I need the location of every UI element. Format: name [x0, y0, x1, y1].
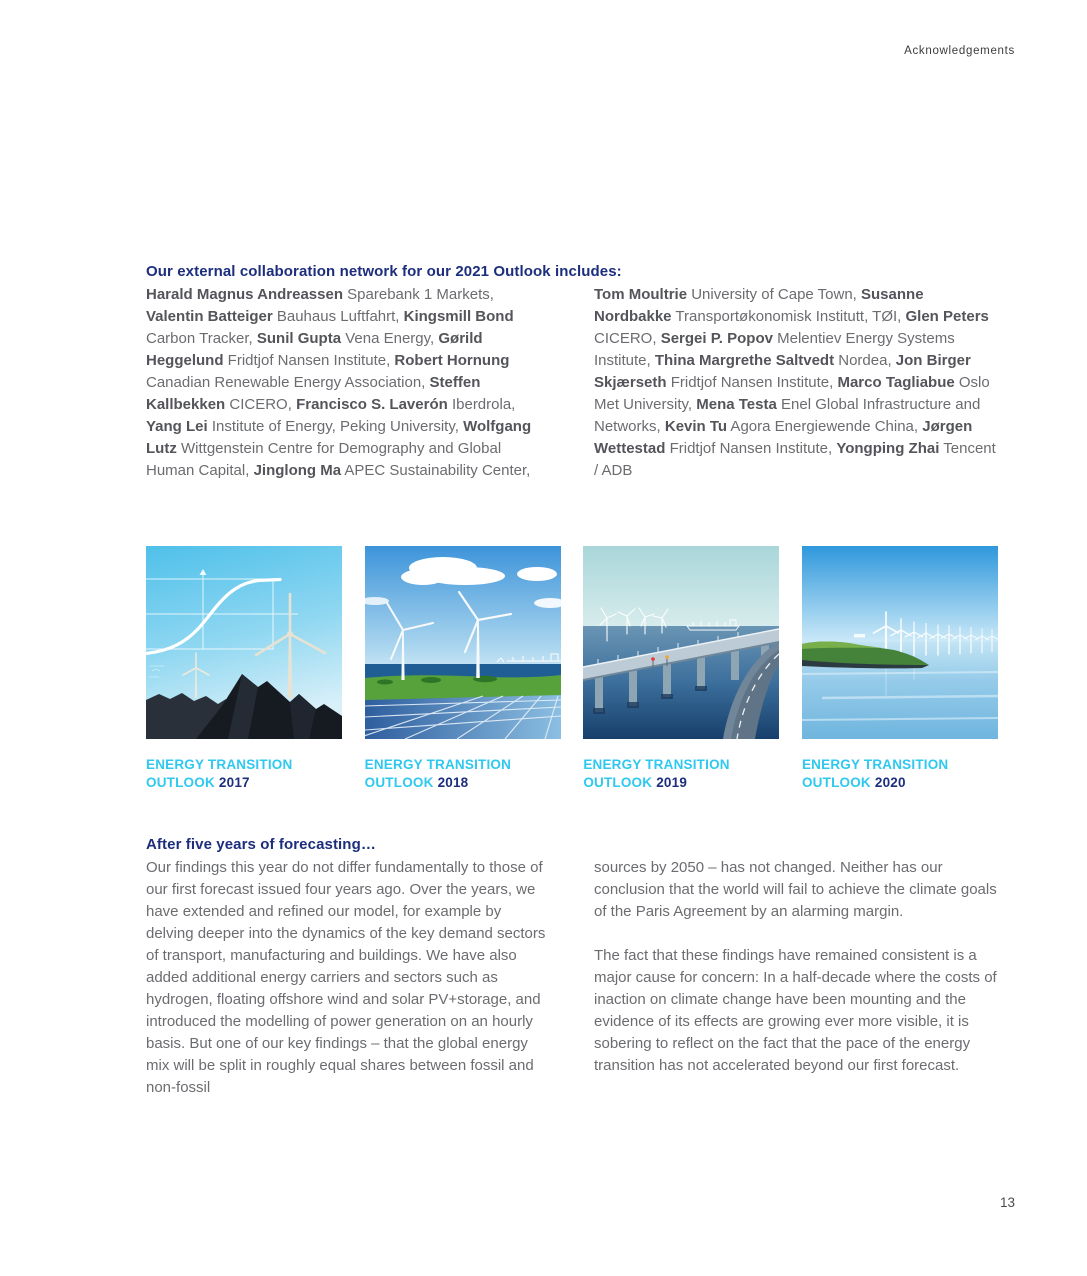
cover-2019 — [583, 546, 779, 792]
forecast-heading: After five years of forecasting… — [146, 836, 376, 853]
cover-year: 2019 — [656, 775, 688, 790]
cover-2019-image — [583, 546, 779, 739]
collaboration-heading: Our external collaboration network for our 2021 Outlook includes: — [146, 263, 622, 280]
collaboration-column-right: Tom Moultrie University of Cape Town, Susanne Nordbakke Transportøkonomisk Institutt, TØI, Glen Peters CICERO, Sergei P. Popov Melentiev Energy Systems Institute, Thina Margrethe Saltvedt Nordea, Jon Birger Skjærseth Fridtjof Nansen Institute, Marco Tagliabue Oslo Met University, Mena Testa Enel Global Infrastructure and Networks, Kevin Tu Agora Energiewende China, Jørgen Wettestad Fridtjof Nansen Institute, Yongping Zhai Tencent / ADB — [594, 286, 996, 479]
cover-2017 — [146, 546, 342, 792]
cover-caption — [583, 756, 779, 792]
cover-caption — [146, 756, 342, 792]
cover-year: 2020 — [874, 775, 906, 790]
cover-title-line2: OUTLOOK 2019 — [583, 775, 688, 790]
cover-title-line2: OUTLOOK 2018 — [364, 775, 469, 790]
cover-year: 2018 — [437, 775, 469, 790]
forecast-paragraph: sources by 2050 – has not changed. Neither has our conclusion that the world will fail to achieve the climate goals of the Paris Agreement by an alarming margin. — [594, 859, 997, 920]
cover-year: 2017 — [218, 775, 250, 790]
cover-2018 — [365, 546, 561, 792]
cover-2020 — [802, 546, 998, 792]
cover-title-line1: ENERGY TRANSITION — [801, 757, 949, 772]
cover-2017-image — [146, 546, 342, 739]
forecast-paragraph: Our findings this year do not differ fundamentally to those of our first forecast issued four years ago. Over the years, we have extended and refined our model, for example by delving deeper into the dynamics of the key demand sectors of transport, manufacturing and buildings. We have also added additional energy carriers and sectors such as hydrogen, floating offshore wind and solar PV+storage, and introduced the modelling of power generation on an hourly basis. But one of our key findings – that the global energy mix will be split in roughly equal shares between fossil and non-fossil — [146, 859, 546, 1096]
forecast-section — [146, 834, 998, 1099]
cover-title-line1: ENERGY TRANSITION — [364, 757, 512, 772]
cover-title-line2: OUTLOOK 2020 — [801, 775, 906, 790]
cover-caption — [365, 756, 561, 792]
cover-2018-image — [365, 546, 561, 739]
cover-title-line2: OUTLOOK 2017 — [146, 775, 250, 790]
forecast-column-right — [594, 857, 998, 1099]
forecast-column-left — [146, 857, 550, 1099]
cover-title-line1: ENERGY TRANSITION — [583, 757, 730, 772]
cover-caption — [802, 756, 998, 792]
cover-title-line1: ENERGY TRANSITION — [146, 757, 293, 772]
forecast-paragraph: The fact that these findings have remained consistent is a major cause for concern: In a half-decade where the costs of inaction on climate change have been mounting and the evidence of its effects are growing ever more visible, it is sobering to reflect on the fact that the pace of the energy transition has not accelerated beyond our first forecast. — [594, 947, 997, 1074]
collaboration-section — [146, 261, 998, 482]
page-number: 13 — [999, 1195, 1015, 1210]
header-section-label: Acknowledgements — [904, 45, 1015, 57]
report-covers-row — [146, 546, 998, 792]
cover-2020-image — [802, 546, 998, 739]
collaboration-column-left: Harald Magnus Andreassen Sparebank 1 Markets, Valentin Batteiger Bauhaus Luftfahrt, Kingsmill Bond Carbon Tracker, Sunil Gupta Vena Energy, Gørild Heggelund Fridtjof Nansen Institute, Robert Hornung Canadian Renewable Energy Association, Steffen Kallbekken CICERO, Francisco S. Laverón Iberdrola, Yang Lei Institute of Energy, Peking University, Wolfgang Lutz Wittgenstein Centre for Demography and Global Human Capital, Jinglong Ma APEC Sustainability Center, — [146, 286, 532, 479]
